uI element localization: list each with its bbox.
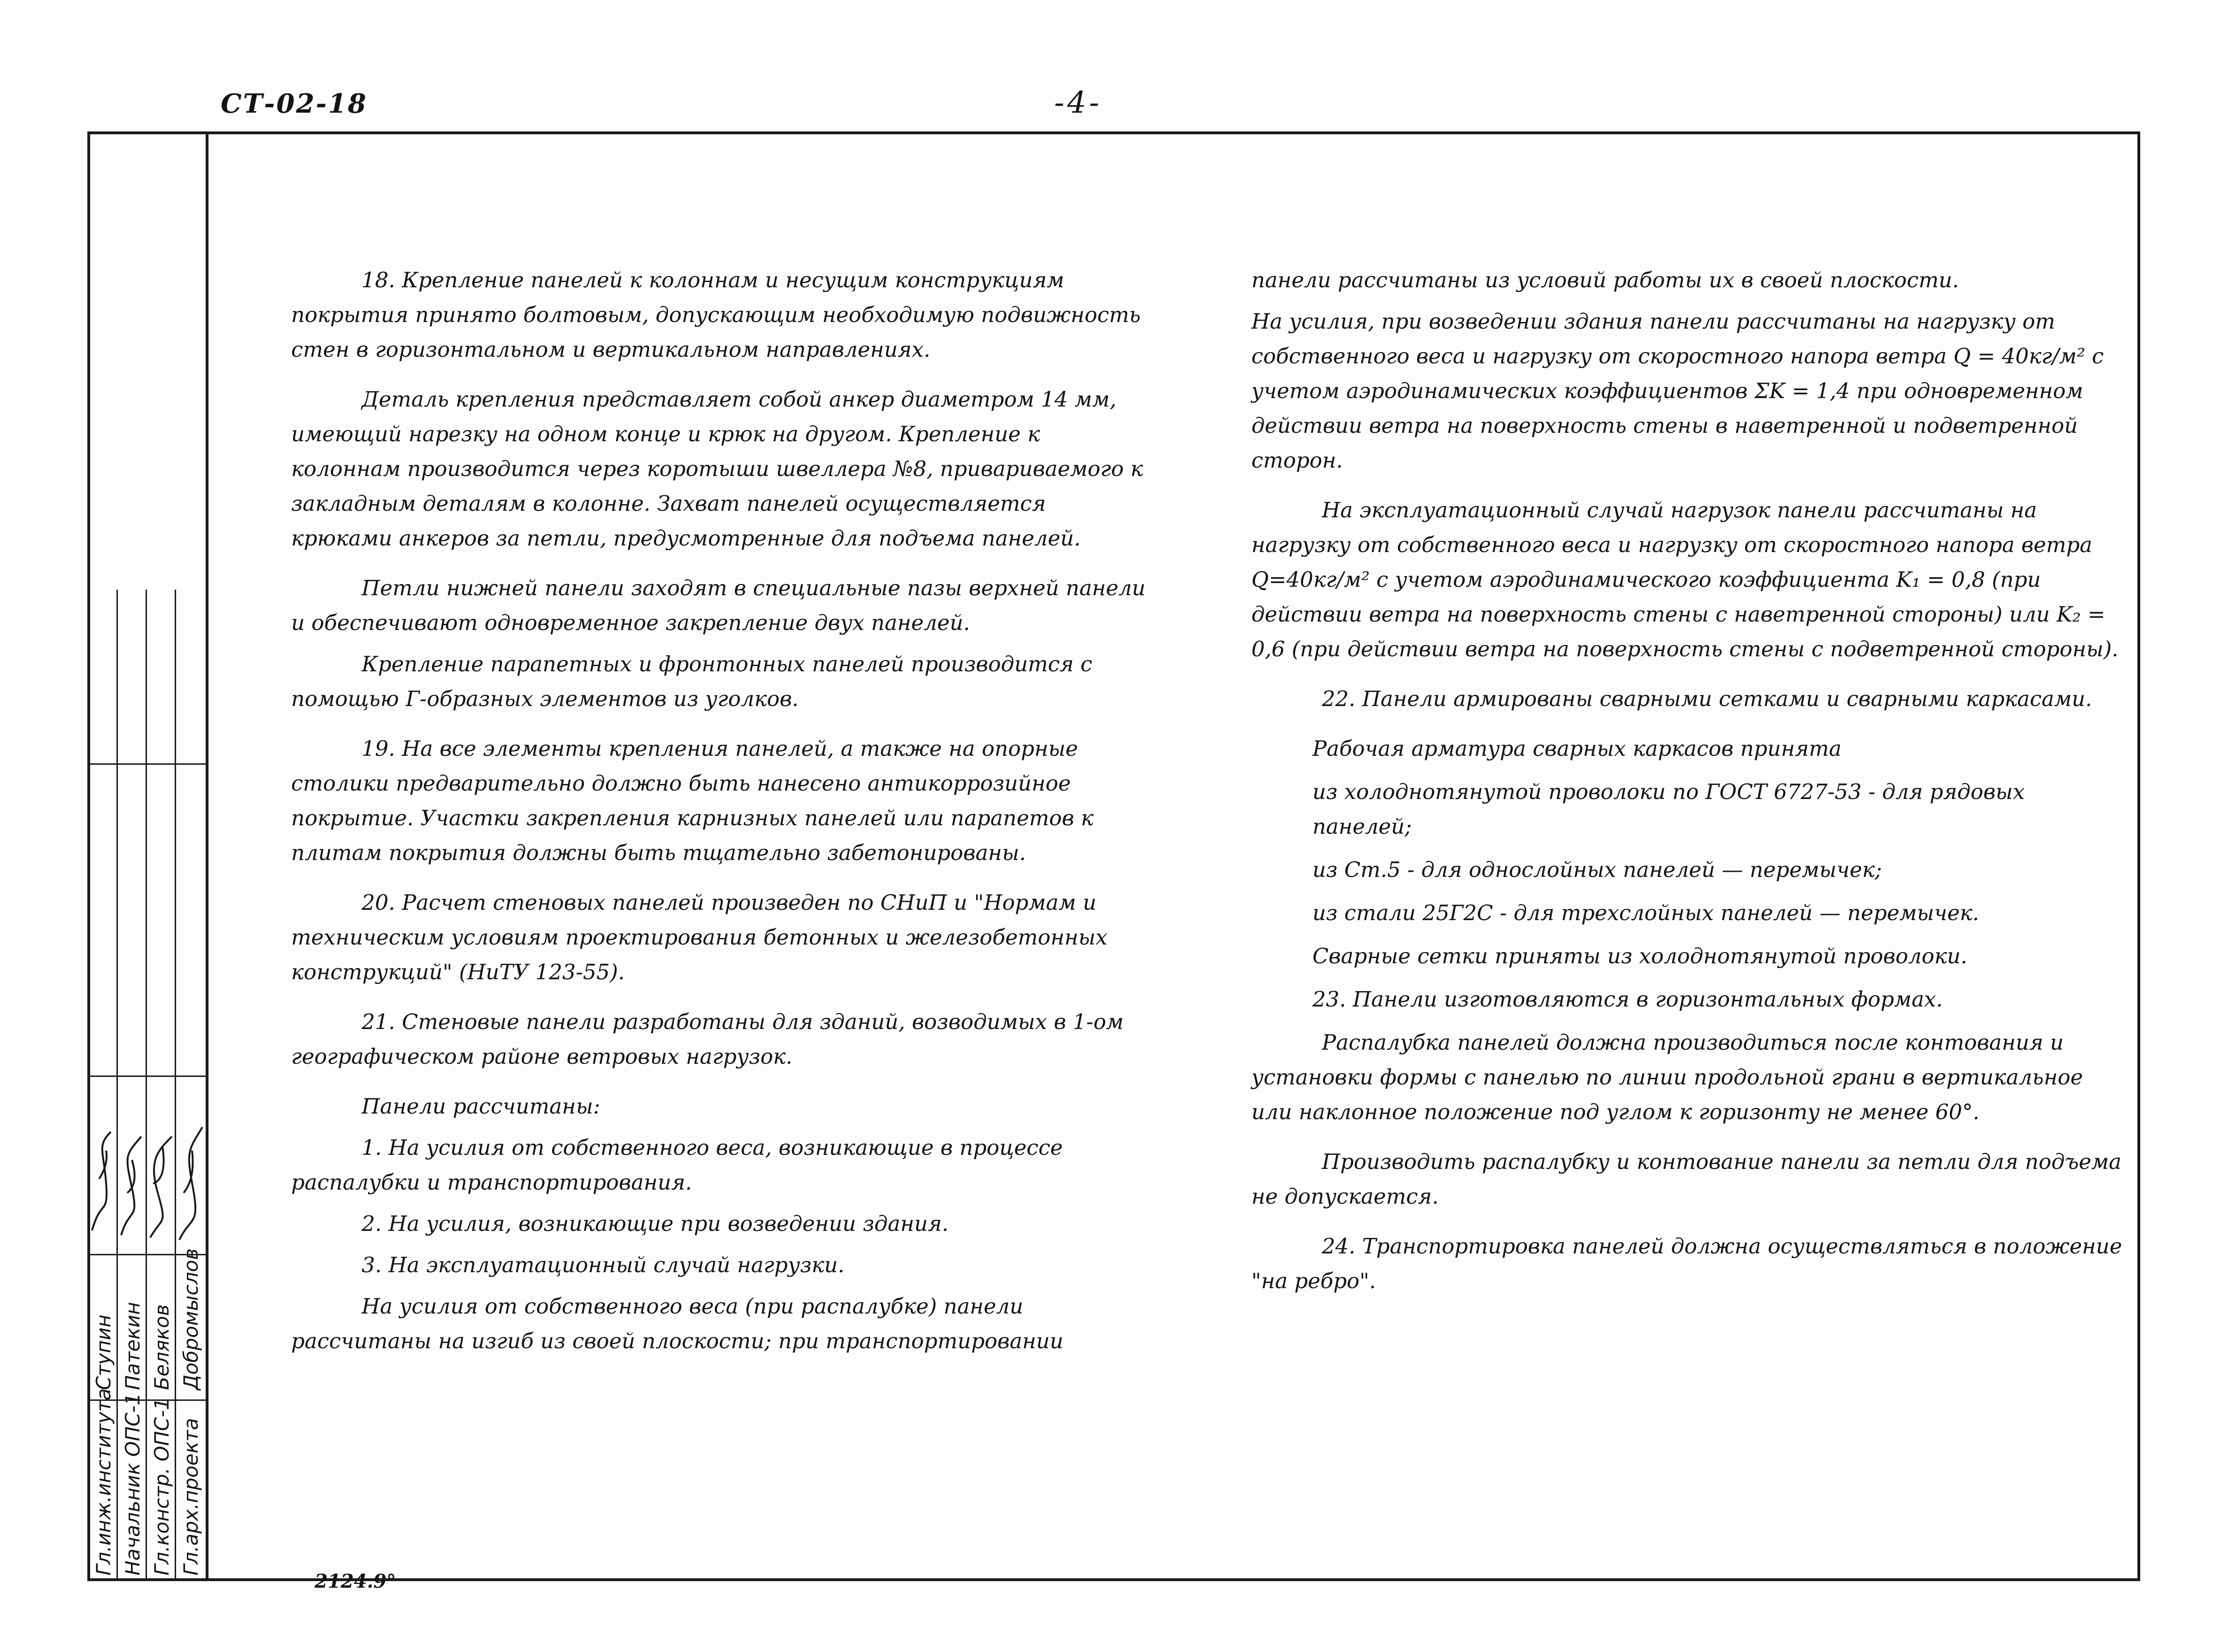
signature <box>150 1137 172 1237</box>
stamp-role: Гл.констр. ОПС-1 <box>150 1398 173 1575</box>
stamp-role: Гл.арх.проекта <box>179 1418 202 1575</box>
document-code: СТ-02-18 <box>221 88 368 119</box>
stamp-name: Патекин <box>121 1302 144 1390</box>
paragraph: из стали 25Г2С - для трехслойных панелей — перемычек. <box>1312 900 1979 925</box>
sheet-number: 2124.9° <box>315 1570 396 1592</box>
stamp-role: Гл.инж.института <box>92 1388 115 1575</box>
paragraph: На эксплуатационный случай нагрузок панели рассчитаны на нагрузку от собственного веса и нагрузку от скоростного напора ветра Q=40кг/м² с учетом аэродинамического коэффициента K₁ = 0,8 (при действии ветра на поверхность стены с наветренной стороны) или K₂ = 0,6 (при действии ветра на поверхность стены с подветренной стороны). <box>1251 498 2119 661</box>
stamp-divider <box>87 763 206 765</box>
page-number: -4- <box>1054 85 1102 120</box>
handwritten-signatures <box>87 1076 206 1254</box>
paragraph: из холоднотянутой проволоки по ГОСТ 6727-53 - для рядовых панелей; <box>1312 779 2025 839</box>
left-text-column <box>291 263 1150 1374</box>
approval-stamp <box>87 590 206 1581</box>
signature <box>92 1132 111 1230</box>
paragraph: Петли нижней панели заходят в специальные пазы верхней панели и обеспечивают одновременное закрепление двух панелей. <box>291 576 1146 635</box>
paragraph: 23. Панели изготовляются в горизонтальных формах. <box>1312 987 1943 1012</box>
paragraph: Распалубка панелей должна производиться после контования и установки формы с панелью по линии продольной грани в вертикальное или наклонное положение под углом к горизонту не менее 60°. <box>1251 1030 2083 1124</box>
paragraph: Панели рассчитаны: <box>362 1094 601 1119</box>
paragraph: Сварные сетки приняты из холоднотянутой проволоки. <box>1312 944 1967 968</box>
paragraph: 1. На усилия от собственного веса, возникающие в процессе распалубки и транспортирования. <box>291 1135 1063 1195</box>
paragraph: На усилия, при возведении здания панели рассчитаны на нагрузку от собственного веса и нагрузку от скоростного напора ветра Q = 40кг/м² с учетом аэродинамических коэффициентов ΣK = 1,4 при одновременном действии ветра на поверхность стены в наветренной и подветренной сторон. <box>1251 309 2104 473</box>
paragraph: 21. Стеновые панели разработаны для зданий, возводимых в 1-ом географическом районе ветровых нагрузок. <box>291 1009 1124 1069</box>
stamp-role: Начальник ОПС-1 <box>121 1393 144 1575</box>
paragraph: 2. На усилия, возникающие при возведении здания. <box>362 1211 949 1236</box>
paragraph: Крепление парапетных и фронтонных панелей производится с помощью Г-образных элементов из уголков. <box>291 652 1093 711</box>
paragraph: 3. На эксплуатационный случай нагрузки. <box>362 1252 845 1277</box>
paragraph: панели рассчитаны из условий работы их в своей плоскости. <box>1251 268 1959 292</box>
right-text-column <box>1251 263 2125 1314</box>
paragraph: 20. Расчет стеновых панелей произведен по СНиП и "Нормам и техническим условиям проектирования бетонных и железобетонных конструкций" (НиТУ 123-55). <box>291 890 1108 984</box>
paragraph: Деталь крепления представляет собой анкер диаметром 14 мм, имеющий нарезку на одном конце и крюк на другом. Крепление к колоннам производится через коротыши швеллера №8, привариваемого к закладным деталям в колонне. Захват панелей осуществляется крюками анкеров за петли, предусмотренные для подъема панелей. <box>291 387 1143 551</box>
stamp-name: Ступин <box>92 1314 115 1390</box>
paragraph: На усилия от собственного веса (при распалубке) панели рассчитаны на изгиб из своей плоскости; при транспортировании <box>291 1294 1064 1353</box>
signature <box>121 1137 141 1235</box>
paragraph: 24. Транспортировка панелей должна осуществляться в положение "на ребро". <box>1251 1234 2122 1293</box>
paragraph: 19. На все элементы крепления панелей, а также на опорные столики предварительно должно быть нанесено антикоррозийное покрытие. Участки закрепления карнизных панелей или парапетов к плитам покрытия должны быть тщательно забетонированы. <box>291 736 1094 865</box>
paragraph: Рабочая арматура сварных каркасов принята <box>1312 736 1842 761</box>
signature <box>179 1127 202 1240</box>
paragraph: Производить распалубку и контование панели за петли для подъема не допускается. <box>1251 1149 2121 1209</box>
paragraph: 22. Панели армированы сварными сетками и сварными каркасами. <box>1322 686 2092 711</box>
stamp-name: Беляков <box>150 1304 173 1390</box>
paragraph: 18. Крепление панелей к колоннам и несущим конструкциям покрытия принято болтовым, допускающим необходимую подвижность стен в горизонтальном и вертикальном направлениях. <box>291 268 1141 362</box>
paragraph: из Ст.5 - для однослойных панелей — перемычек; <box>1312 857 1882 882</box>
stamp-name: Добромыслов <box>179 1248 202 1390</box>
